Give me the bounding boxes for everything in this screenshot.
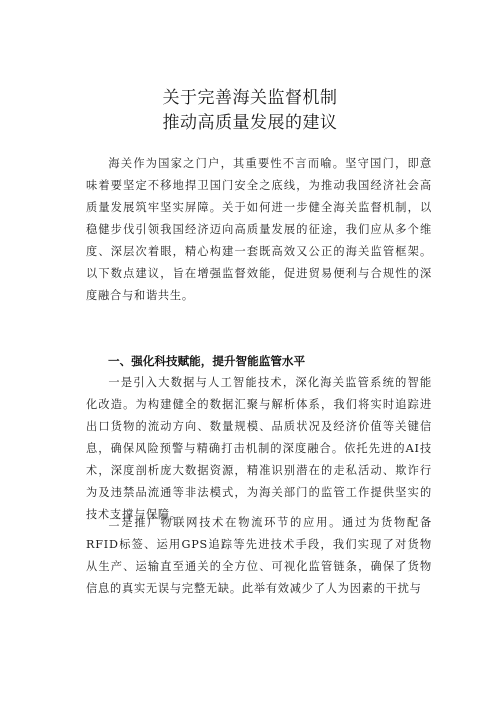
section-heading-1: 一、强化科技赋能，提升智能监管水平 bbox=[108, 354, 306, 368]
section1-paragraph-1: 一是引入大数据与人工智能技术，深化海关监管系统的智能化改造。为构建健全的数据汇聚与解析体系，我们将实时追踪进出口货物的流动方向、数量规模、品质状况及经济价值等关键信息，确保风险预警与精确打击机制的深度融合。依托先进的AI技术，深度剖析庞大数据资源，精准识别潜在的走私活动、欺诈行为及违禁品流通等非法模式，为海关部门的监管工作提供坚实的技术支撑与保障。 bbox=[86, 376, 432, 521]
document-title-line-2: 推动高质量发展的建议 bbox=[162, 113, 338, 133]
document-title-line-1: 关于完善海关监督机制 bbox=[162, 88, 338, 108]
intro-paragraph: 海关作为国家之门户，其重要性不言而喻。坚守国门，即意味着要坚定不移地捍卫国门安全之底线，为推动我国经济社会高质量发展筑牢坚实屏障。关于如何进一步健全海关监督机制，以稳健步伐引领我国经济迈向高质量发展的征途，我们应从多个维度、深层次着眼，精心构建一套既高效又公正的海关监管框架。以下数点建议，旨在增强监督效能，促进贸易便利与合规性的深度融合与和谐共生。 bbox=[86, 157, 432, 302]
section1-paragraph-2: 二是推广物联网技术在物流环节的应用。通过为货物配备RFID标签、运用GPS追踪等先进技术手段，我们实现了对货物从生产、运输直至通关的全方位、可视化监管链条，确保了货物信息的真实无误与完整无缺。此举有效减少了人为因素的干扰与 bbox=[86, 516, 432, 595]
